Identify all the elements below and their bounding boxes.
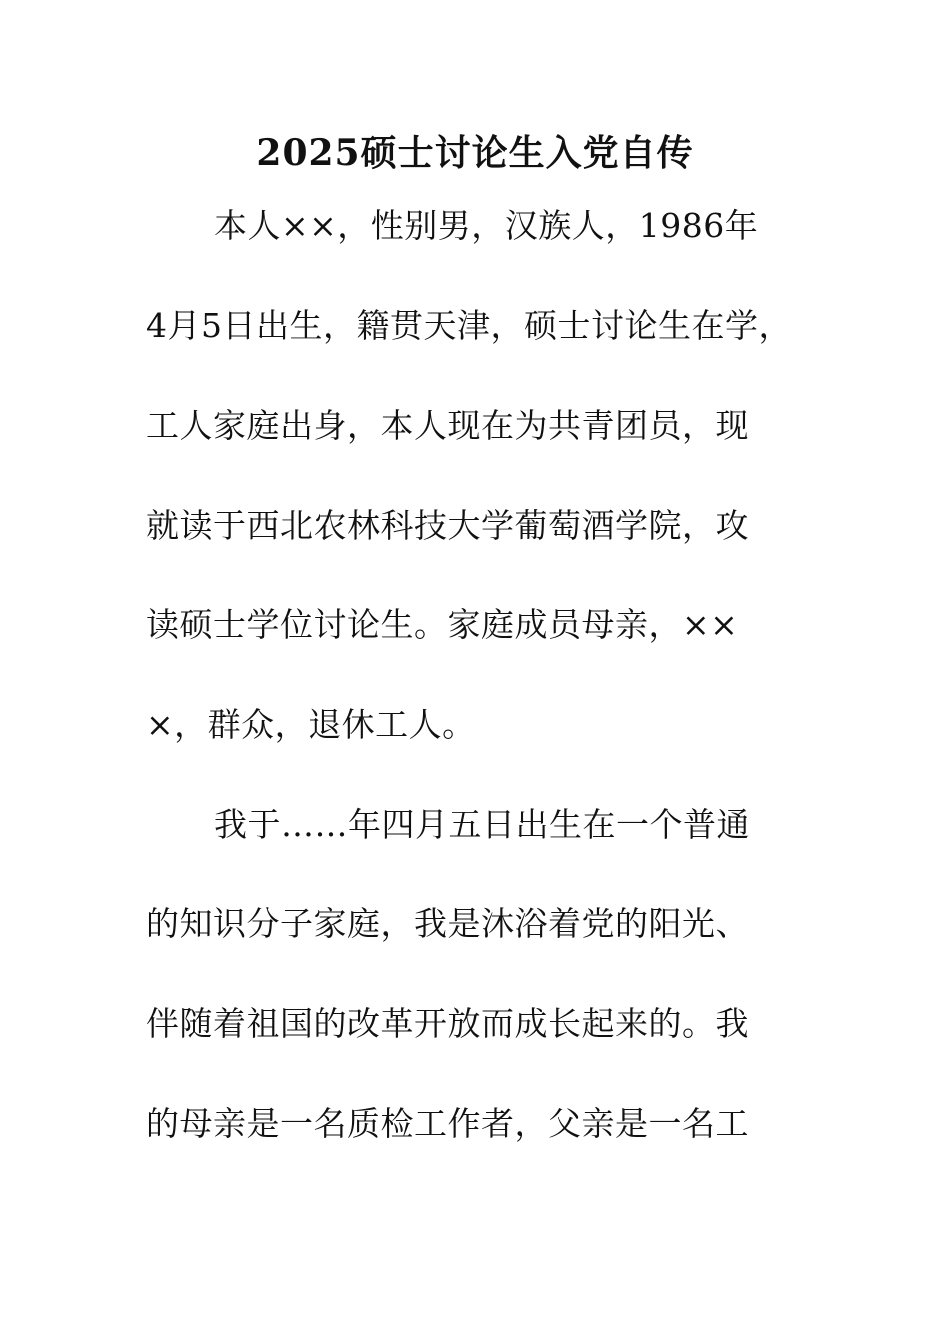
paragraph-line: 我于……年四月五日出生在一个普通 (214, 805, 750, 844)
document-title: 2025硕士讨论生入党自传 (256, 132, 694, 174)
paragraph-line: 本人××，性别男，汉族人，1986年 (214, 206, 759, 245)
paragraph-line: ×，群众，退休工人。 (146, 705, 476, 744)
paragraph-line: 的知识分子家庭，我是沐浴着党的阳光、 (146, 904, 749, 943)
paragraph-line: 的母亲是一名质检工作者，父亲是一名工 (146, 1104, 749, 1143)
paragraph-line: 工人家庭出身，本人现在为共青团员，现 (146, 406, 749, 445)
paragraph-line: 4月5日出生，籍贯天津，硕士讨论生在学， (146, 306, 792, 345)
paragraph-line: 伴随着祖国的改革开放而成长起来的。我 (146, 1004, 749, 1043)
paragraph-line: 读硕士学位讨论生。家庭成员母亲，×× (146, 605, 739, 644)
paragraph-line: 就读于西北农林科技大学葡萄酒学院，攻 (146, 506, 749, 545)
